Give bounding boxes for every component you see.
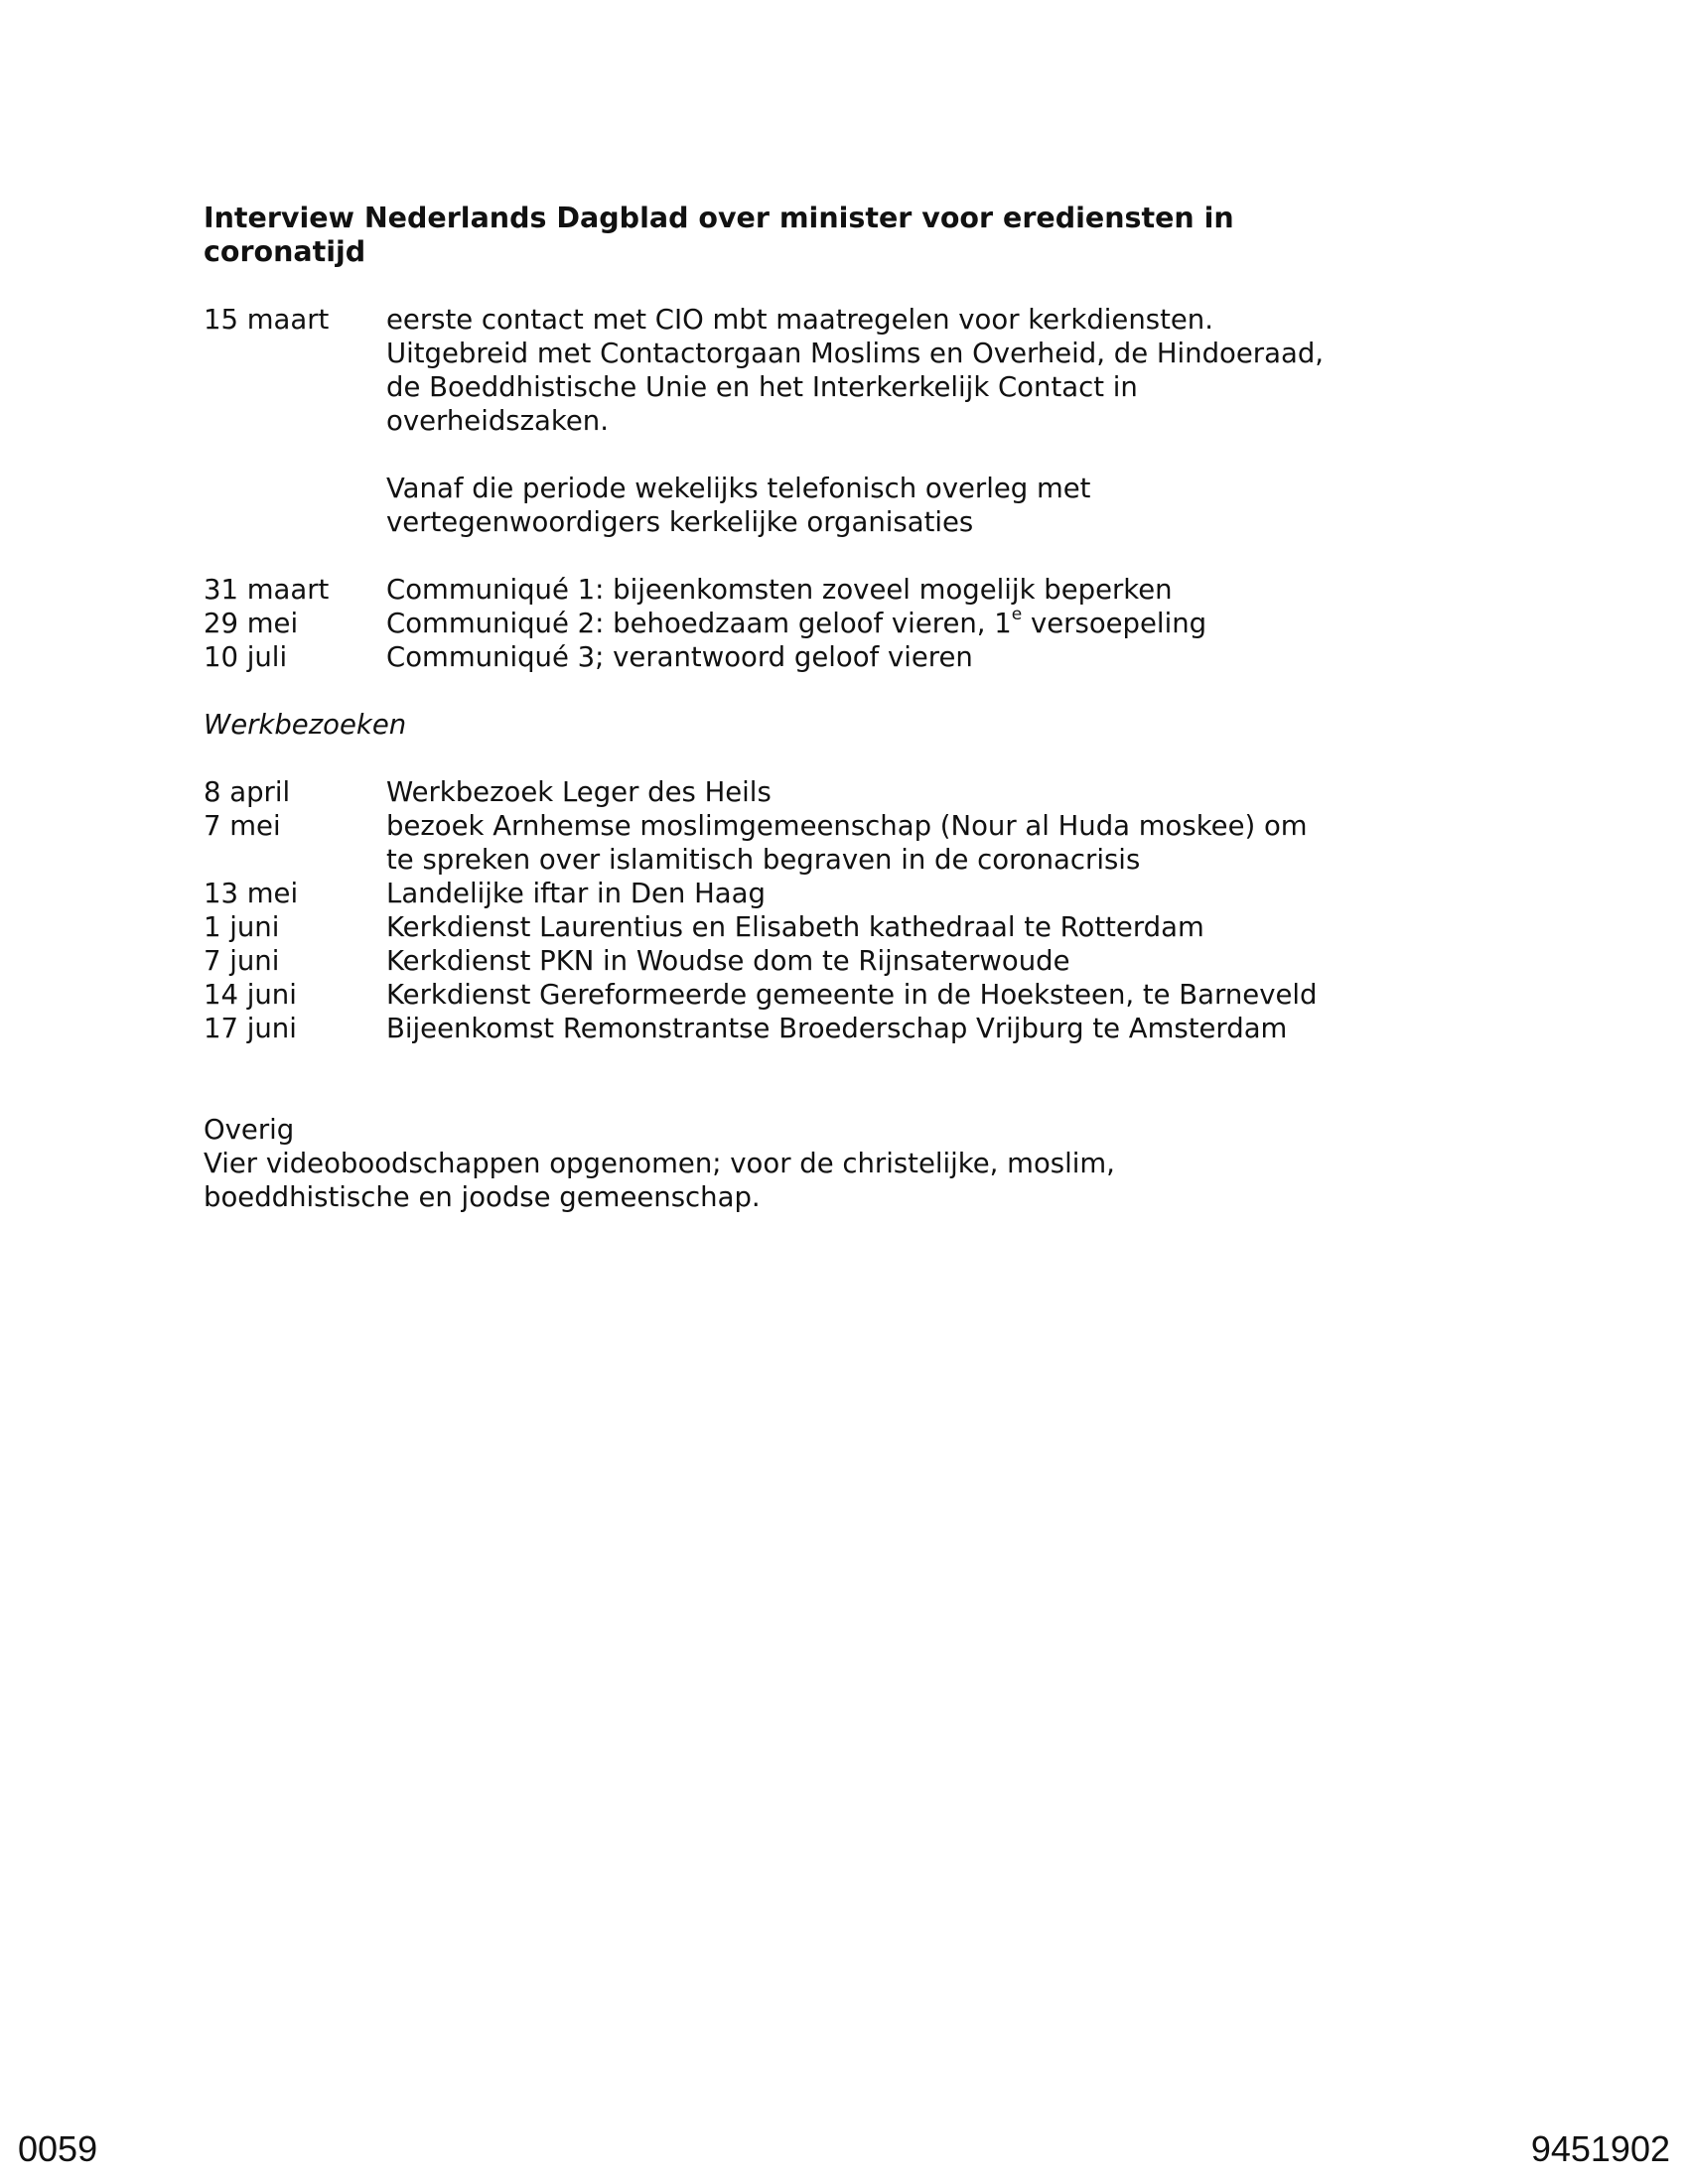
entry-line: Kerkdienst Gereformeerde gemeente in de Hoeksteen, te Barneveld bbox=[386, 979, 1318, 1011]
entry-line: Uitgebreid met Contactorgaan Moslims en Overheid, de Hindoeraad, bbox=[386, 338, 1325, 369]
entry-date: 14 juni bbox=[204, 979, 297, 1011]
entry-description bbox=[386, 775, 1379, 809]
entry-date: 15 maart bbox=[204, 304, 330, 336]
visit-entry bbox=[204, 1012, 1395, 1045]
overig-line: boeddhistische en joodse gemeenschap. bbox=[204, 1181, 761, 1213]
entry-line: Landelijke iftar in Den Haag bbox=[386, 878, 766, 909]
entry-date: 13 mei bbox=[204, 878, 299, 909]
entry-description bbox=[386, 1012, 1379, 1045]
entry-line: Kerkdienst PKN in Woudse dom te Rijnsaterwoude bbox=[386, 945, 1070, 977]
visit-entry bbox=[204, 775, 1395, 809]
entry-line: Vanaf die periode wekelijks telefonisch overleg met bbox=[386, 473, 1091, 504]
entry-date: 10 juli bbox=[204, 641, 288, 673]
communique-entry bbox=[204, 640, 1395, 674]
entry-date: 7 mei bbox=[204, 810, 281, 842]
entry-text: versoepeling bbox=[1022, 608, 1207, 639]
footer-page-number: 0059 bbox=[18, 2128, 98, 2169]
entry-line: de Boeddhistische Unie en het Interkerkelijk Contact in bbox=[386, 371, 1138, 403]
entry-description bbox=[386, 944, 1379, 978]
communique-entry bbox=[204, 573, 1395, 607]
section-heading-overig: Overig bbox=[204, 1114, 295, 1146]
communique-entry bbox=[204, 604, 1395, 640]
entry-description: Communiqué 1: bijeenkomsten zoveel mogelijk beperken bbox=[386, 574, 1173, 606]
entry-description bbox=[386, 910, 1379, 944]
entry-description bbox=[386, 604, 1379, 640]
entry-line: Bijeenkomst Remonstrantse Broederschap Vrijburg te Amsterdam bbox=[386, 1013, 1288, 1044]
visit-entry bbox=[204, 910, 1395, 944]
visit-entry bbox=[204, 978, 1395, 1012]
document-title: Interview Nederlands Dagblad over minister voor erediensten in coronatijd bbox=[204, 202, 1234, 268]
entry-line: bezoek Arnhemse moslimgemeenschap (Nour al Huda moskee) om bbox=[386, 810, 1308, 842]
document-body bbox=[204, 202, 1395, 1214]
ordinal-superscript: e bbox=[1011, 604, 1023, 624]
visit-entry bbox=[204, 944, 1395, 978]
entry-description: Communiqué 3; verantwoord geloof vieren bbox=[386, 641, 973, 673]
entry-description bbox=[386, 809, 1379, 877]
entry-date: 8 april bbox=[204, 776, 291, 808]
entry-line: vertegenwoordigers kerkelijke organisaties bbox=[386, 506, 974, 538]
entry-date: 31 maart bbox=[204, 574, 330, 606]
entry-description bbox=[386, 978, 1379, 1012]
entry-text: Communiqué 2: behoedzaam geloof vieren, 1 bbox=[386, 608, 1012, 639]
overig-line: Vier videoboodschappen opgenomen; voor de christelijke, moslim, bbox=[204, 1148, 1115, 1179]
entry-date: 1 juni bbox=[204, 911, 280, 943]
entry-line: Werkbezoek Leger des Heils bbox=[386, 776, 772, 808]
entry-line: eerste contact met CIO mbt maatregelen voor kerkdiensten. bbox=[386, 304, 1213, 336]
entry-description bbox=[386, 303, 1379, 539]
visit-entry bbox=[204, 809, 1395, 877]
entry-date: 17 juni bbox=[204, 1013, 297, 1044]
footer-document-number: 9451902 bbox=[1530, 2128, 1670, 2169]
section-heading-werkbezoeken: Werkbezoeken bbox=[204, 709, 407, 741]
entry-line: overheidszaken. bbox=[386, 405, 609, 437]
entry-date: 7 juni bbox=[204, 945, 280, 977]
entry-description bbox=[386, 877, 1379, 910]
timeline-entry bbox=[204, 303, 1395, 539]
entry-line: Kerkdienst Laurentius en Elisabeth kathedraal te Rotterdam bbox=[386, 911, 1204, 943]
entry-date: 29 mei bbox=[204, 608, 299, 639]
entry-line: te spreken over islamitisch begraven in de coronacrisis bbox=[386, 844, 1141, 876]
visit-entry bbox=[204, 877, 1395, 910]
